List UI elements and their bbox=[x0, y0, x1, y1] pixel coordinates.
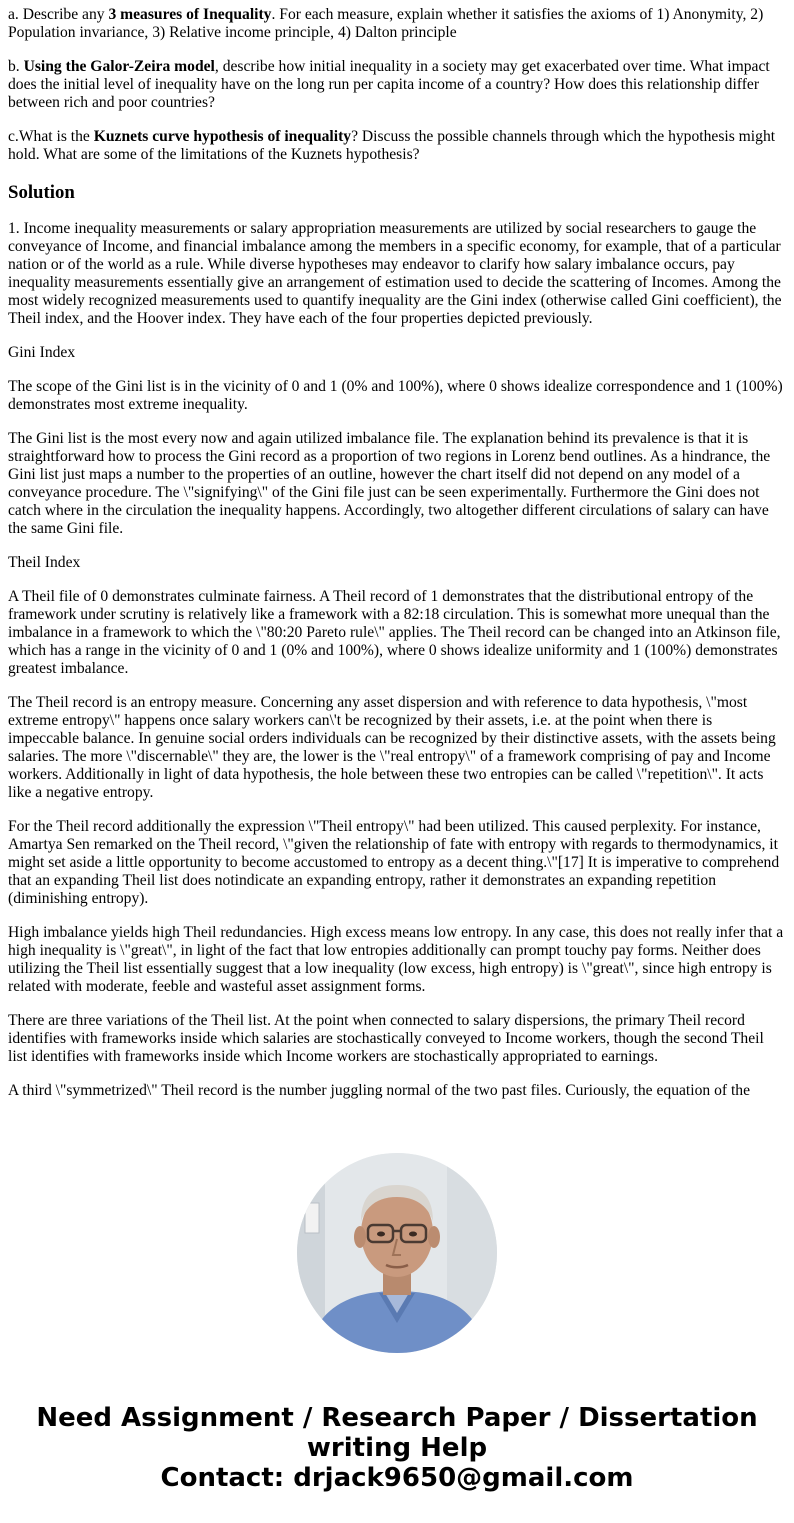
document-body bbox=[8, 0, 786, 1100]
question-a-prefix: a. Describe any bbox=[8, 6, 109, 23]
author-portrait-icon bbox=[297, 1153, 497, 1353]
author-portrait-graphic bbox=[297, 1153, 497, 1353]
question-c-suffix: ? Discuss the possible channels through which the hypothesis might hold. What are some of the limitations of the Kuznets hypothesis? bbox=[8, 128, 776, 163]
subheading-gini-index: Gini Index bbox=[8, 344, 76, 361]
question-a-bold: 3 measures of Inequality bbox=[108, 6, 272, 23]
question-b-suffix: , describe how initial inequality in a society may get exacerbated over time. What impact does the initial level of inequality have on the long run per capita income of a country? How does this relationship differ between rich and poor countries? bbox=[8, 58, 770, 111]
paragraph-gini-usage: The Gini list is the most every now and again utilized imbalance file. The explanation behind its prevalence is that it is straightforward how to process the Gini record as a proportion of two regions in Lorenz bend outlines. As a hindrance, the Gini list just maps a number to the properties of an outline, however the chart itself did not depend on any model of a conveyance procedure. The \"signifying\" of the Gini file just can be seen experimentally. Furthermore the Gini does not catch where in the circulation the inequality happens. Accordingly, two altogether different circulations of salary can have the same Gini file. bbox=[8, 430, 771, 537]
cta-line-2: writing Help bbox=[306, 1433, 488, 1463]
question-b-prefix: b. bbox=[8, 58, 24, 75]
question-c-bold: Kuznets curve hypothesis of inequality bbox=[93, 128, 352, 145]
question-b bbox=[8, 58, 786, 112]
contact-banner bbox=[0, 1403, 794, 1493]
question-a bbox=[8, 6, 786, 42]
solution-paragraph-intro: 1. Income inequality measurements or salary appropriation measurements are utilized by social researchers to gauge the conveyance of Income, and financial imbalance among the members in a specific economy, for example, that of a particular nation or of the world as a rule. While diverse hypotheses may endeavor to clarify how salary imbalance occurs, pay inequality measurements essentially give an arrangement of estimation used to decide the scattering of Incomes. Among the most widely recognized measurements used to quantify inequality are the Gini index (otherwise called Gini coefficient), the Theil index, and the Hoover index. They have each of the four properties depicted previously. bbox=[8, 220, 782, 327]
cta-line-1: Need Assignment / Research Paper / Dissertation bbox=[36, 1403, 758, 1433]
subheading-theil-index: Theil Index bbox=[8, 554, 81, 571]
question-a-suffix: . For each measure, explain whether it satisfies the axioms of 1) Anonymity, 2) Population invariance, 3) Relative income principle, 4) Dalton principle bbox=[8, 6, 764, 41]
paragraph-theil-range: A Theil file of 0 demonstrates culminate fairness. A Theil record of 1 demonstrates that the distributional entropy of the framework under scrutiny is relatively like a framework with a 82:18 circulation. This is somewhat more unequal than the imbalance in a framework to which the \"80:20 Pareto rule\" applies. The Theil record can be changed into an Atkinson file, which has a range in the vicinity of 0 and 1 (0% and 100%), where 0 shows idealize uniformity and 1 (100%) demonstrates greatest imbalance. bbox=[8, 588, 781, 677]
paragraph-theil-entropy: The Theil record is an entropy measure. Concerning any asset dispersion and with reference to data hypothesis, \"most extreme entropy\" happens once salary workers can\'t be recognized by their assets, i.e. at the point when there is impeccable balance. In genuine social orders individuals can be recognized by their distinctive assets, with the assets being salaries. The more \"discernable\" they are, the lower is the \"real entropy\" of a framework comprising of pay and Income workers. Additionally in light of data hypothesis, the hole between these two entropies can be called \"repetition\". It acts like a negative entropy. bbox=[8, 694, 776, 801]
paragraph-theil-perplexity: For the Theil record additionally the expression \"Theil entropy\" had been utilized. This caused perplexity. For instance, Amartya Sen remarked on the Theil record, \"given the relationship of fate with entropy with regards to thermodynamics, it might set aside a little opportunity to become accustomed to entropy as a decent thing.\"[17] It is imperative to comprehend that an expanding Theil list does notindicate an expanding entropy, rather it demonstrates an expanding repetition (diminishing entropy). bbox=[8, 818, 780, 907]
paragraph-theil-symmetrized: A third \"symmetrized\" Theil record is the number juggling normal of the two past files. Curiously, the equation of the bbox=[8, 1082, 751, 1099]
solution-heading: Solution bbox=[8, 182, 75, 203]
paragraph-gini-range: The scope of the Gini list is in the vicinity of 0 and 1 (0% and 100%), where 0 shows idealize correspondence and 1 (100%) demonstrates most extreme inequality. bbox=[8, 378, 783, 413]
question-c bbox=[8, 128, 786, 164]
paragraph-theil-redundancy: High imbalance yields high Theil redundancies. High excess means low entropy. In any case, this does not really infer that a high inequality is \"great\", in light of the fact that low entropies additionally can prompt touchy pay forms. Neither does utilizing the Theil list essentially suggest that a low inequality (low excess, high entropy) is \"great\", since high entropy is related with moderate, feeble and wasteful asset assignment forms. bbox=[8, 924, 784, 995]
cta-contact-email: Contact: drjack9650@gmail.com bbox=[160, 1463, 634, 1493]
question-b-bold: Using the Galor-Zeira model bbox=[23, 58, 215, 75]
question-c-prefix: c.What is the bbox=[8, 128, 94, 145]
paragraph-theil-variations: There are three variations of the Theil list. At the point when connected to salary dispersions, the primary Theil record identifies with frameworks inside which salaries are stochastically conveyed to Income workers, though the second Theil list identifies with frameworks inside which Income workers are stochastically appropriated to earnings. bbox=[8, 1012, 764, 1065]
